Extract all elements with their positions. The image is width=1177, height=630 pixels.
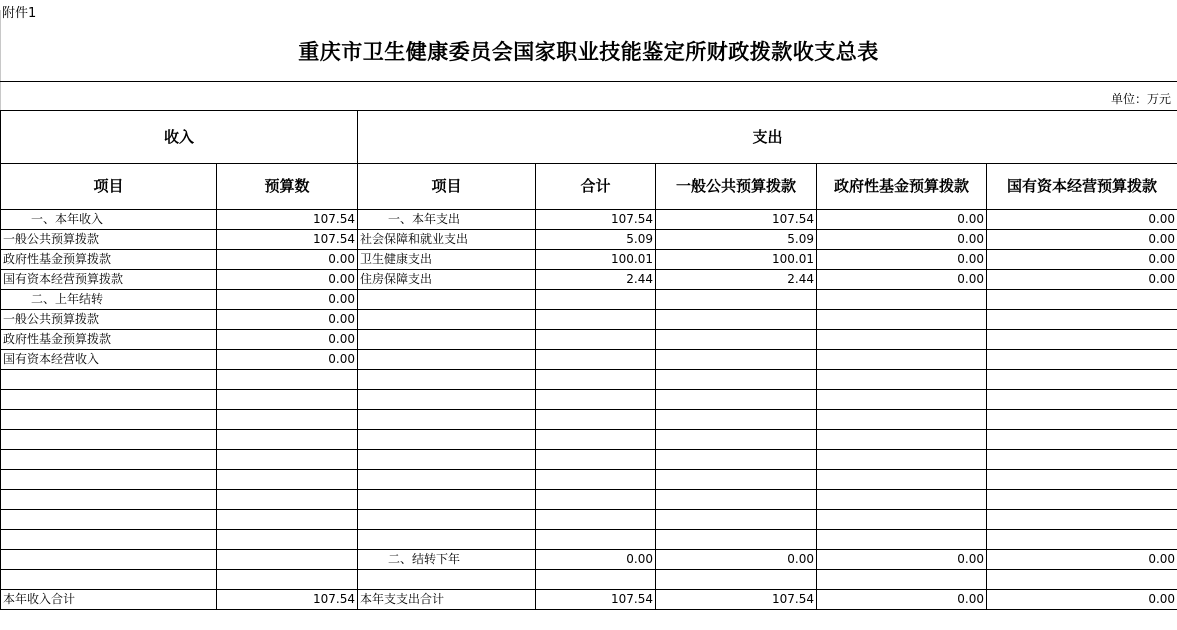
income-item-cell: 一般公共预算拨款 — [1, 310, 217, 330]
total-cell — [536, 290, 656, 310]
fund-budget-cell — [817, 350, 987, 370]
table-row — [1, 310, 1177, 330]
state-capital-cell — [987, 330, 1177, 350]
income-item-cell: 一、本年收入 — [1, 210, 217, 230]
fund-budget-cell — [817, 510, 987, 530]
general-budget-cell — [656, 370, 817, 390]
income-item-cell: 国有资本经营预算拨款 — [1, 270, 217, 290]
fund-budget-cell — [817, 450, 987, 470]
table-row — [1, 450, 1177, 470]
general-budget-cell — [656, 450, 817, 470]
state-capital-cell — [987, 310, 1177, 330]
header-total: 合计 — [536, 164, 656, 210]
total-cell — [536, 470, 656, 490]
total-cell: 2.44 — [536, 270, 656, 290]
income-item-cell — [1, 570, 217, 590]
income-value-cell — [217, 530, 358, 550]
title-divider — [0, 81, 1177, 82]
header-expense-item: 项目 — [358, 164, 536, 210]
expense-item-cell — [358, 570, 536, 590]
table-row — [1, 430, 1177, 450]
table-row — [1, 270, 1177, 290]
income-value-cell: 0.00 — [217, 290, 358, 310]
income-value-cell: 0.00 — [217, 250, 358, 270]
expense-item-cell — [358, 450, 536, 470]
state-capital-cell — [987, 570, 1177, 590]
expense-item-cell — [358, 430, 536, 450]
table-row — [1, 490, 1177, 510]
table-row — [1, 550, 1177, 570]
unit-label: 单位：万元 — [1110, 92, 1171, 106]
table-row — [1, 250, 1177, 270]
header-fund-budget: 政府性基金预算拨款 — [817, 164, 987, 210]
total-cell — [536, 530, 656, 550]
general-budget-cell — [656, 430, 817, 450]
income-item-cell: 政府性基金预算拨款 — [1, 250, 217, 270]
total-cell — [536, 330, 656, 350]
fund-budget-cell — [817, 310, 987, 330]
fund-budget-cell: 0.00 — [817, 550, 987, 570]
income-item-cell — [1, 490, 217, 510]
fund-budget-cell — [817, 490, 987, 510]
header-income-item: 项目 — [1, 164, 217, 210]
general-budget-cell: 0.00 — [656, 550, 817, 570]
total-cell — [536, 390, 656, 410]
table-row — [1, 570, 1177, 590]
expense-item-cell — [358, 330, 536, 350]
total-cell: 5.09 — [536, 230, 656, 250]
state-capital-cell: 0.00 — [987, 590, 1177, 610]
income-item-cell: 本年收入合计 — [1, 590, 217, 610]
fund-budget-cell: 0.00 — [817, 590, 987, 610]
expense-item-cell: 二、结转下年 — [358, 550, 536, 570]
general-budget-cell — [656, 330, 817, 350]
expense-item-cell: 卫生健康支出 — [358, 250, 536, 270]
total-cell: 100.01 — [536, 250, 656, 270]
expense-item-cell: 一、本年支出 — [358, 210, 536, 230]
state-capital-cell — [987, 450, 1177, 470]
fund-budget-cell — [817, 290, 987, 310]
general-budget-cell: 2.44 — [656, 270, 817, 290]
general-budget-cell — [656, 290, 817, 310]
expense-item-cell — [358, 390, 536, 410]
fund-budget-cell — [817, 430, 987, 450]
general-budget-cell — [656, 410, 817, 430]
fund-budget-cell: 0.00 — [817, 230, 987, 250]
general-budget-cell: 100.01 — [656, 250, 817, 270]
expense-item-cell: 住房保障支出 — [358, 270, 536, 290]
income-value-cell: 0.00 — [217, 270, 358, 290]
income-item-cell — [1, 470, 217, 490]
income-value-cell — [217, 490, 358, 510]
general-budget-cell: 107.54 — [656, 590, 817, 610]
table-row — [1, 590, 1177, 610]
total-cell — [536, 490, 656, 510]
income-item-cell — [1, 450, 217, 470]
income-value-cell — [217, 430, 358, 450]
expense-item-cell — [358, 490, 536, 510]
total-cell — [536, 430, 656, 450]
state-capital-cell: 0.00 — [987, 550, 1177, 570]
state-capital-cell: 0.00 — [987, 230, 1177, 250]
income-value-cell — [217, 370, 358, 390]
total-cell — [536, 370, 656, 390]
income-value-cell: 107.54 — [217, 230, 358, 250]
budget-summary-table — [0, 110, 1177, 610]
income-value-cell — [217, 450, 358, 470]
group-header-row — [1, 111, 1177, 164]
fund-budget-cell — [817, 410, 987, 430]
expense-item-cell: 社会保障和就业支出 — [358, 230, 536, 250]
state-capital-cell — [987, 410, 1177, 430]
state-capital-cell — [987, 290, 1177, 310]
table-row — [1, 230, 1177, 250]
state-capital-cell — [987, 350, 1177, 370]
total-cell: 107.54 — [536, 210, 656, 230]
total-cell — [536, 570, 656, 590]
general-budget-cell — [656, 470, 817, 490]
income-group-header: 收入 — [1, 111, 358, 164]
income-item-cell — [1, 510, 217, 530]
expense-item-cell — [358, 410, 536, 430]
expense-item-cell — [358, 290, 536, 310]
table-row — [1, 530, 1177, 550]
income-item-cell: 政府性基金预算拨款 — [1, 330, 217, 350]
general-budget-cell — [656, 510, 817, 530]
expense-item-cell: 本年支支出合计 — [358, 590, 536, 610]
table-row — [1, 390, 1177, 410]
income-item-cell — [1, 390, 217, 410]
income-item-cell — [1, 530, 217, 550]
expense-item-cell — [358, 350, 536, 370]
state-capital-cell — [987, 390, 1177, 410]
income-value-cell — [217, 470, 358, 490]
expense-item-cell — [358, 510, 536, 530]
table-row — [1, 510, 1177, 530]
fund-budget-cell — [817, 470, 987, 490]
state-capital-cell — [987, 430, 1177, 450]
state-capital-cell: 0.00 — [987, 270, 1177, 290]
income-value-cell: 0.00 — [217, 310, 358, 330]
general-budget-cell — [656, 530, 817, 550]
general-budget-cell — [656, 570, 817, 590]
state-capital-cell — [987, 530, 1177, 550]
general-budget-cell — [656, 490, 817, 510]
income-item-cell — [1, 430, 217, 450]
general-budget-cell: 107.54 — [656, 210, 817, 230]
income-value-cell — [217, 410, 358, 430]
income-value-cell: 0.00 — [217, 350, 358, 370]
header-income-budget: 预算数 — [217, 164, 358, 210]
expense-item-cell — [358, 310, 536, 330]
state-capital-cell: 0.00 — [987, 250, 1177, 270]
fund-budget-cell — [817, 330, 987, 350]
fund-budget-cell — [817, 530, 987, 550]
total-cell — [536, 310, 656, 330]
table-row — [1, 410, 1177, 430]
income-item-cell — [1, 410, 217, 430]
total-cell — [536, 350, 656, 370]
total-cell: 107.54 — [536, 590, 656, 610]
header-general-budget: 一般公共预算拨款 — [656, 164, 817, 210]
general-budget-cell — [656, 310, 817, 330]
table-row — [1, 470, 1177, 490]
table-row — [1, 210, 1177, 230]
total-cell — [536, 450, 656, 470]
state-capital-cell — [987, 370, 1177, 390]
state-capital-cell — [987, 490, 1177, 510]
total-cell — [536, 510, 656, 530]
fund-budget-cell: 0.00 — [817, 210, 987, 230]
income-item-cell: 一般公共预算拨款 — [1, 230, 217, 250]
page-title: 重庆市卫生健康委员会国家职业技能鉴定所财政拨款收支总表 — [298, 39, 879, 64]
general-budget-cell — [656, 350, 817, 370]
column-header-row — [1, 164, 1177, 210]
expense-item-cell — [358, 370, 536, 390]
table-row — [1, 330, 1177, 350]
income-value-cell: 107.54 — [217, 210, 358, 230]
expense-group-header: 支出 — [358, 111, 1177, 164]
income-value-cell — [217, 510, 358, 530]
income-item-cell: 二、上年结转 — [1, 290, 217, 310]
income-value-cell — [217, 550, 358, 570]
fund-budget-cell — [817, 370, 987, 390]
income-item-cell — [1, 370, 217, 390]
income-value-cell — [217, 390, 358, 410]
income-value-cell: 0.00 — [217, 330, 358, 350]
fund-budget-cell: 0.00 — [817, 270, 987, 290]
general-budget-cell — [656, 390, 817, 410]
table-row — [1, 350, 1177, 370]
total-cell: 0.00 — [536, 550, 656, 570]
attachment-label: 附件1 — [2, 6, 37, 21]
income-item-cell — [1, 550, 217, 570]
fund-budget-cell: 0.00 — [817, 250, 987, 270]
income-value-cell: 107.54 — [217, 590, 358, 610]
state-capital-cell: 0.00 — [987, 210, 1177, 230]
table-row — [1, 290, 1177, 310]
income-item-cell: 国有资本经营收入 — [1, 350, 217, 370]
state-capital-cell — [987, 470, 1177, 490]
total-cell — [536, 410, 656, 430]
general-budget-cell: 5.09 — [656, 230, 817, 250]
expense-item-cell — [358, 470, 536, 490]
fund-budget-cell — [817, 390, 987, 410]
header-state-capital: 国有资本经营预算拨款 — [987, 164, 1177, 210]
state-capital-cell — [987, 510, 1177, 530]
fund-budget-cell — [817, 570, 987, 590]
table-row — [1, 370, 1177, 390]
expense-item-cell — [358, 530, 536, 550]
income-value-cell — [217, 570, 358, 590]
